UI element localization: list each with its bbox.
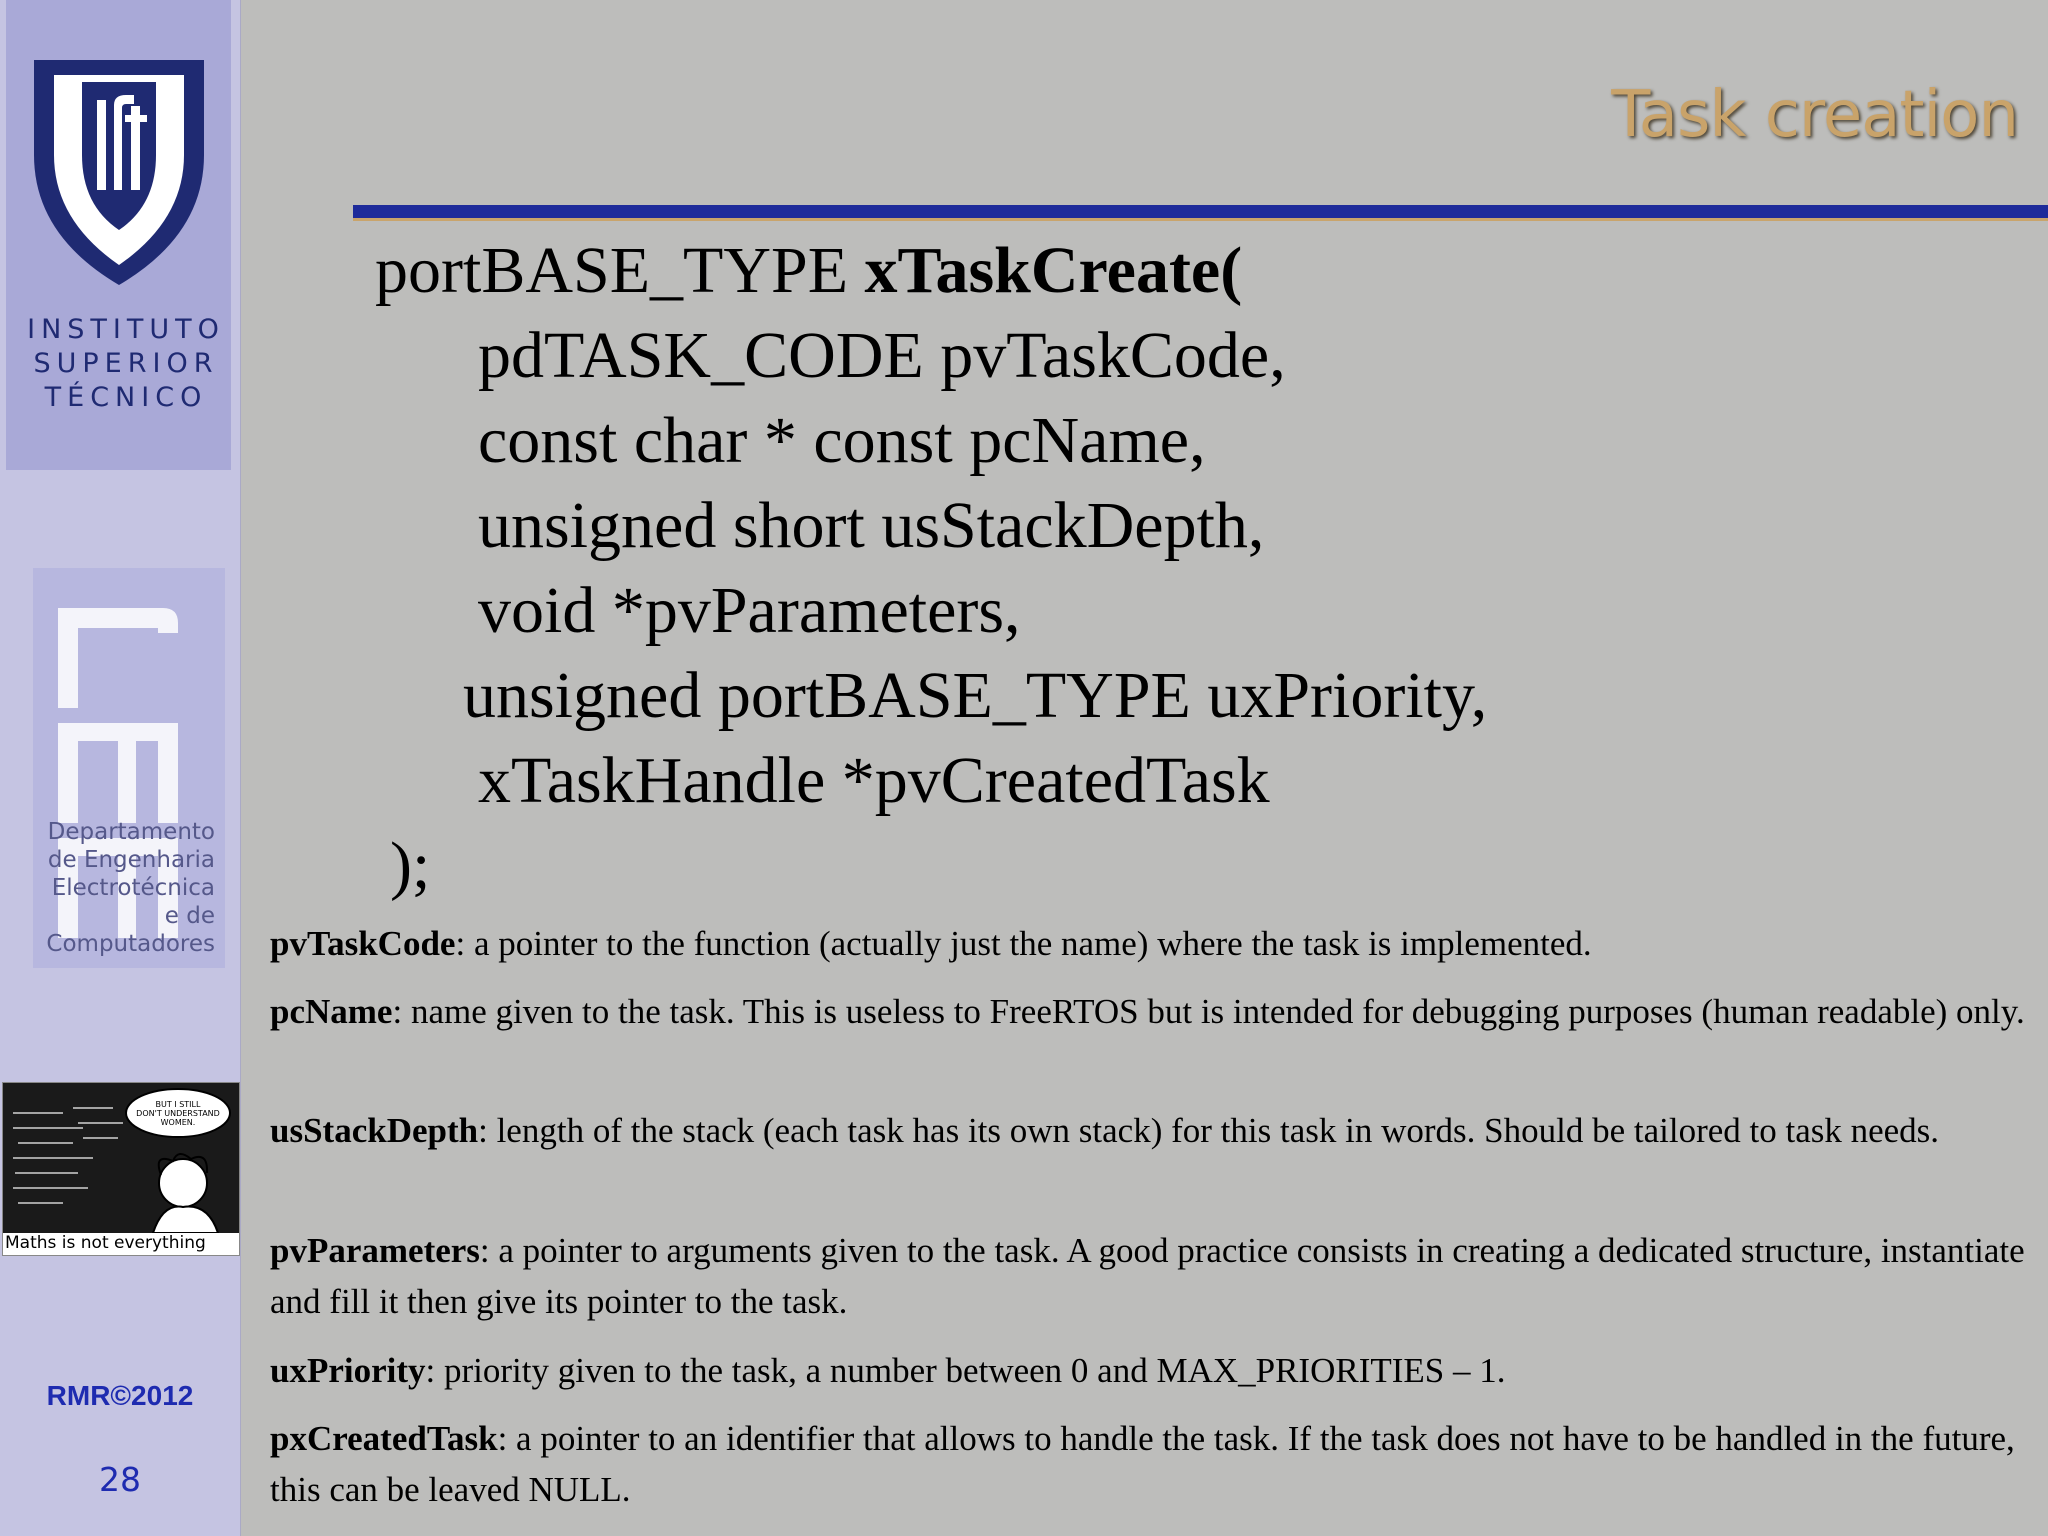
department-line-3: Electrotécnica <box>51 875 215 901</box>
institution-name-line-3: TÉCNICO <box>44 382 208 413</box>
code-param-pvparameters: void *pvParameters, <box>478 574 1021 647</box>
department-line-5: Computadores <box>46 931 215 957</box>
title-rule-gold <box>353 218 2048 221</box>
code-param-pvcreatedtask: xTaskHandle *pvCreatedTask <box>478 744 1270 817</box>
description-text: : a pointer to an identifier that allows to handle the task. If the task does not have to be handled in the future, this can be leaved NULL. <box>270 1419 2015 1509</box>
code-signature-line <box>375 234 1243 307</box>
einstein-cartoon <box>2 1082 240 1256</box>
description-item <box>270 918 2030 969</box>
code-closing: ); <box>390 829 431 902</box>
description-item <box>270 1225 2030 1327</box>
department-name <box>46 818 215 958</box>
description-term: usStackDepth <box>270 1111 479 1150</box>
description-item <box>270 986 2030 1037</box>
slide-title: Task creation <box>1611 78 2018 152</box>
description-term: pxCreatedTask <box>270 1419 498 1458</box>
description-item <box>270 1345 2030 1396</box>
svg-text:BUT I STILL: BUT I STILL <box>155 1100 201 1109</box>
code-param-usstackdepth: unsigned short usStackDepth, <box>478 489 1265 562</box>
code-return-type: portBASE_TYPE <box>375 234 865 307</box>
code-function-name: xTaskCreate( <box>864 234 1243 307</box>
description-term: uxPriority <box>270 1351 426 1390</box>
description-item <box>270 1105 2030 1156</box>
department-line-4: e de <box>164 903 215 929</box>
svg-text:WOMEN.: WOMEN. <box>160 1118 196 1127</box>
title-rule-blue <box>353 205 2048 218</box>
svg-text:DON'T UNDERSTAND: DON'T UNDERSTAND <box>136 1109 220 1118</box>
cartoon-caption: Maths is not everything <box>5 1233 206 1253</box>
code-param-pvtaskcode: pdTASK_CODE pvTaskCode, <box>478 319 1286 392</box>
department-line-2: de Engenharia <box>47 847 215 873</box>
institution-name-line-1: INSTITUTO <box>27 314 225 345</box>
description-text: : a pointer to the function (actually just the name) where the task is implemented. <box>455 924 1592 963</box>
description-term: pvParameters <box>270 1231 480 1270</box>
institution-name-line-2: SUPERIOR <box>33 348 219 379</box>
page-number: 28 <box>99 1460 141 1499</box>
code-param-pcname: const char * const pcName, <box>478 404 1206 477</box>
ist-shield-icon <box>34 60 204 285</box>
institution-logo <box>6 0 231 470</box>
description-text: : a pointer to arguments given to the task. A good practice consists in creating a dedicated structure, instantiate and fill it then give its pointer to the task. <box>270 1231 2025 1321</box>
description-text: : priority given to the task, a number between 0 and MAX_PRIORITIES – 1. <box>425 1351 1506 1390</box>
description-term: pcName <box>270 992 393 1031</box>
description-term: pvTaskCode <box>270 924 456 963</box>
department-logo <box>33 568 225 968</box>
description-item <box>270 1413 2030 1515</box>
department-line-1: Departamento <box>47 819 215 845</box>
sidebar <box>0 0 241 1536</box>
description-text: : name given to the task. This is useless to FreeRTOS but is intended for debugging purposes (human readable) only. <box>392 992 2025 1031</box>
description-text: : length of the stack (each task has its own stack) for this task in words. Should be tailored to task needs. <box>478 1111 1940 1150</box>
chalkboard-cartoon-icon <box>3 1083 239 1233</box>
code-param-uxpriority: unsigned portBASE_TYPE uxPriority, <box>463 659 1488 732</box>
copyright-label: RMR©2012 <box>46 1380 194 1411</box>
